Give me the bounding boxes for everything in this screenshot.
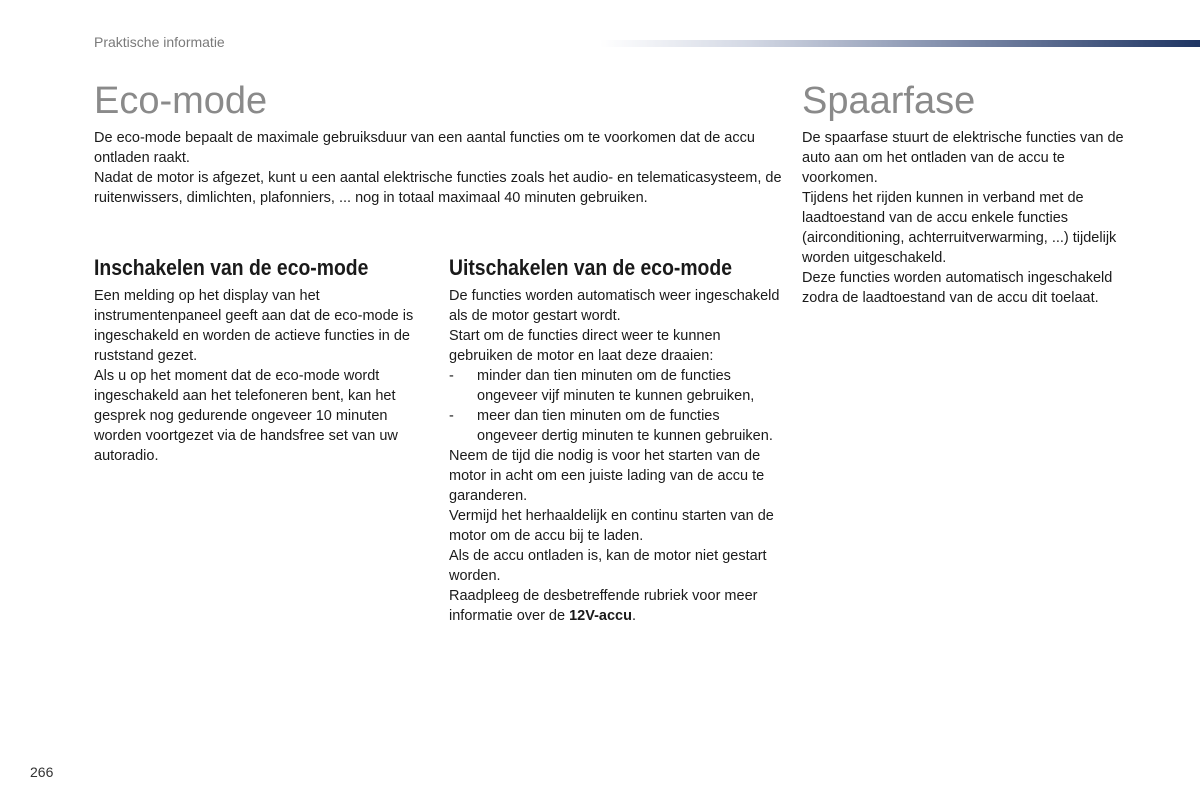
uitschakelen-paragraph: Vermijd het herhaaldelijk en continu starten van de motor om de accu bij te laden.: [449, 508, 774, 544]
reference-suffix: .: [631, 608, 637, 624]
page-number: 266: [30, 764, 54, 780]
spaarfase-paragraph: De spaarfase stuurt de elektrische functies van de auto aan om het ontladen van de accu te voorkomen.: [802, 130, 1124, 186]
spaarfase-paragraph: Deze functies worden automatisch ingeschakeld zodra de laadtoestand van de accu dit toelaat.: [802, 270, 1113, 306]
spaarfase-paragraph: Tijdens het rijden kunnen in verband met de laadtoestand van de accu enkele functies (airconditioning, achterruitverwarming, ...) tijdelijk worden uitgeschakeld.: [802, 190, 1117, 266]
intro-paragraph: De eco-mode bepaalt de maximale gebruiksduur van een aantal functies om te voorkomen dat de accu ontladen raakt.: [94, 130, 755, 166]
header-bar: [600, 40, 1200, 47]
uitschakelen-heading: Uitschakelen van de eco-mode: [449, 255, 732, 280]
eco-mode-title: Eco-mode: [94, 80, 268, 122]
uitschakelen-paragraph: Start om de functies direct weer te kunnen gebruiken de motor en laat deze draaien:: [449, 328, 721, 364]
bullet-dash: -: [449, 368, 454, 384]
bullet-item: [449, 366, 784, 406]
inschakelen-paragraph: Een melding op het display van het instrumentenpaneel geeft aan dat de eco-mode is ingeschakeld en worden de actieve functies in de ruststand gezet.: [94, 288, 414, 364]
inschakelen-body: [94, 286, 434, 466]
section-label: Praktische informatie: [94, 34, 225, 50]
uitschakelen-body: [449, 286, 784, 626]
bullet-dash: -: [449, 408, 454, 424]
uitschakelen-paragraph: Als de accu ontladen is, kan de motor niet gestart worden.: [449, 548, 767, 584]
uitschakelen-paragraph: Neem de tijd die nodig is voor het starten van de motor in acht om een juiste lading van de accu te garanderen.: [449, 448, 765, 504]
bullet-text: minder dan tien minuten om de functies ongeveer vijf minuten te kunnen gebruiken,: [477, 368, 755, 404]
spaarfase-title: Spaarfase: [802, 80, 976, 122]
intro-paragraph: Nadat de motor is afgezet, kunt u een aantal elektrische functies zoals het audio- en telematicasysteem, de ruitenwissers, dimlichten, plafonniers, ... nog in totaal maximaal 40 minuten gebruiken.: [94, 170, 782, 206]
uitschakelen-paragraph: [449, 586, 784, 626]
reference-prefix: Raadpleeg de desbetreffende rubriek voor meer informatie over de: [449, 588, 758, 624]
bullet-item: [449, 406, 784, 446]
uitschakelen-paragraph: De functies worden automatisch weer ingeschakeld als de motor gestart wordt.: [449, 288, 780, 324]
eco-mode-intro: [94, 128, 784, 208]
spaarfase-body: [802, 128, 1142, 308]
inschakelen-paragraph: Als u op het moment dat de eco-mode wordt ingeschakeld aan het telefoneren bent, kan het gesprek nog gedurende ongeveer 10 minuten worden voortgezet via de handsfree set van uw autoradio.: [94, 368, 398, 464]
inschakelen-heading: Inschakelen van de eco-mode: [94, 255, 369, 280]
bullet-text: meer dan tien minuten om de functies ongeveer dertig minuten te kunnen gebruiken.: [477, 408, 773, 444]
battery-reference: 12V-accu: [569, 608, 632, 624]
